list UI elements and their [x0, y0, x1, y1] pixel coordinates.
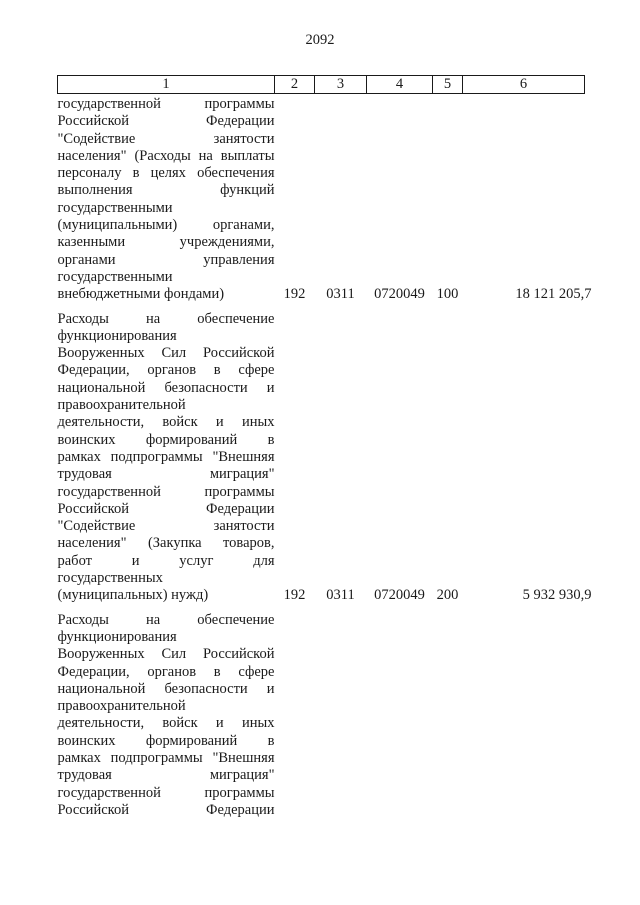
column-header-2: 2 [275, 76, 315, 94]
table-row [58, 94, 585, 304]
description-line: трудовая миграция" [57, 767, 275, 784]
description-line: Расходы на обеспечение [57, 310, 275, 327]
expense-description-cell [58, 94, 275, 304]
description-line: государственных [57, 570, 163, 587]
code-col5 [433, 605, 463, 820]
description-line: правоохранительной [57, 397, 186, 414]
description-line: Федерации, органов в сфере [57, 362, 275, 379]
budget-table [57, 75, 592, 819]
table-row [58, 304, 585, 605]
code-value: 192 [283, 587, 306, 604]
description-line: Российской Федерации [57, 113, 275, 130]
page-number: 2092 [305, 32, 335, 48]
amount-col6 [463, 94, 592, 304]
code-col5 [433, 304, 463, 605]
code-value: 200 [436, 587, 459, 604]
description-line: Вооруженных Сил Российской [57, 345, 275, 362]
column-header-3: 3 [315, 76, 367, 94]
column-header-6: 6 [463, 76, 585, 94]
description-line: воинских формирований в [57, 431, 275, 448]
description-line: Российской Федерации [57, 801, 275, 818]
description-line: государственной программы [57, 483, 275, 500]
code-col3 [315, 94, 367, 304]
description-line: национальной безопасности и [57, 379, 275, 396]
description-line: деятельности, войск и иных [57, 715, 275, 732]
description-line: функционирования [57, 327, 177, 344]
code-value: 0311 [326, 286, 355, 303]
description-line: деятельности, войск и иных [57, 414, 275, 431]
table-header-row [58, 76, 585, 94]
code-col4 [367, 304, 433, 605]
amount-value: 5 932 930,9 [522, 587, 592, 604]
description-line: "Содействие занятости [57, 130, 275, 147]
description-line: государственными [57, 199, 173, 216]
description-line: работ и услуг для [57, 552, 275, 569]
code-value: 100 [436, 286, 459, 303]
description-line: населения" (Расходы на выплаты [57, 147, 275, 164]
amount-col6 [463, 605, 585, 820]
description-line: воинских формирований в [57, 732, 275, 749]
code-col2 [275, 94, 315, 304]
code-value: 0720049 [374, 286, 425, 303]
code-col2 [275, 304, 315, 605]
expense-description-cell [58, 605, 275, 820]
description-line: правоохранительной [57, 698, 186, 715]
column-header-4: 4 [367, 76, 433, 94]
code-value: 0720049 [374, 587, 425, 604]
description-line: населения" (Закупка товаров, [57, 535, 275, 552]
description-line: "Содействие занятости [57, 518, 275, 535]
description-line: Вооруженных Сил Российской [57, 646, 275, 663]
code-value: 0311 [326, 587, 355, 604]
amount-value: 18 121 205,7 [515, 286, 592, 303]
code-col3 [315, 304, 367, 605]
expense-description-cell [58, 304, 275, 605]
description-line: казенными учреждениями, [57, 234, 275, 251]
description-line: трудовая миграция" [57, 466, 275, 483]
code-col4 [367, 94, 433, 304]
description-line: Федерации, органов в сфере [57, 663, 275, 680]
description-line: (муниципальными) органами, [57, 217, 275, 234]
code-col3 [315, 605, 367, 820]
code-col4 [367, 605, 433, 820]
code-value: 192 [283, 286, 306, 303]
code-col5 [433, 94, 463, 304]
column-header-1: 1 [58, 76, 275, 94]
description-line: Расходы на обеспечение [57, 611, 275, 628]
description-line: национальной безопасности и [57, 680, 275, 697]
description-line: рамках подпрограммы "Внешняя [57, 448, 275, 465]
code-col2 [275, 605, 315, 820]
description-line: государственной программы [57, 96, 275, 112]
column-header-5: 5 [433, 76, 463, 94]
amount-col6 [463, 304, 592, 605]
table-body [57, 94, 592, 820]
description-line: государственными [57, 268, 173, 285]
description-line: рамках подпрограммы "Внешняя [57, 749, 275, 766]
description-line: (муниципальных) нужд) [57, 587, 209, 604]
description-line: персоналу в целях обеспечения [57, 165, 275, 182]
description-line: государственной программы [57, 784, 275, 801]
description-line: внебюджетными фондами) [57, 286, 225, 303]
description-line: Российской Федерации [57, 500, 275, 517]
table-header [58, 76, 585, 94]
table-row [58, 605, 585, 820]
description-line: функционирования [57, 628, 177, 645]
description-line: выполнения функций [57, 182, 275, 199]
description-line: органами управления [57, 251, 275, 268]
